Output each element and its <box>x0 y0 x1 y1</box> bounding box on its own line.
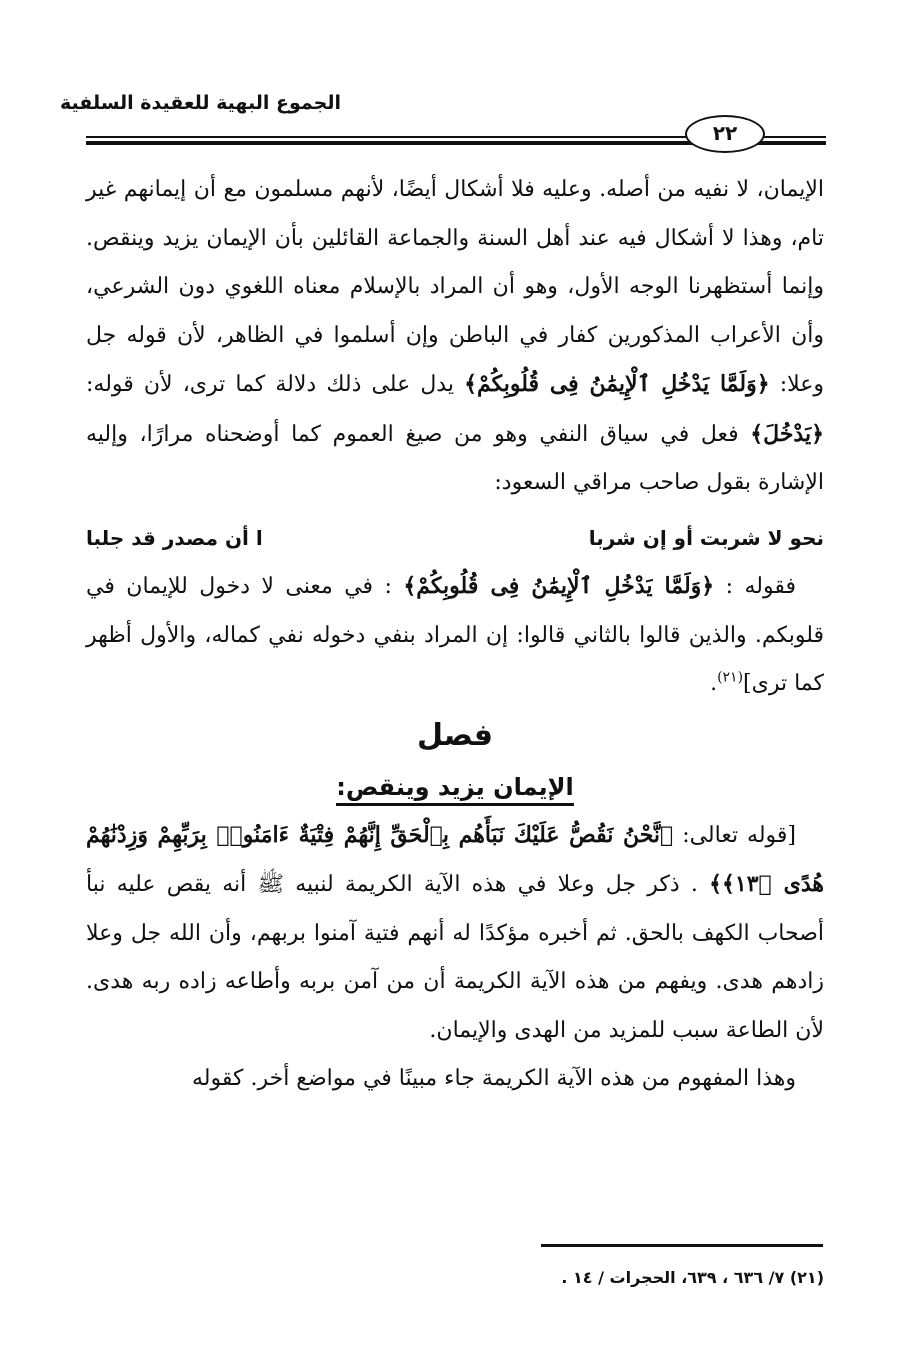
paragraph-2-tail: . <box>710 671 718 696</box>
quran-quote-word: ﴿يَدْخُلَ﴾ <box>750 420 824 447</box>
quran-quote: ﴿نَّحْنُ نَقُصُّ عَلَيْكَ نَبَأَهُم بِٱلْحَقِّ إِنَّهُمْ فِتْيَةٌ ءَامَنُوا۟ بِرَبِّهِمْ وَزِدْنَٰهُمْ هُدًى ﴿١٣﴾﴾ <box>86 821 824 897</box>
running-title: الجموع البهية للعقيدة السلفية <box>60 92 341 114</box>
footnote-separator <box>541 1244 823 1247</box>
quran-quote: ﴿وَلَمَّا يَدْخُلِ ٱلْإِيمَٰنُ فِى قُلُوبِكُمْ﴾ <box>403 573 715 599</box>
paragraph-1-end: فعل في سياق النفي وهو من صيغ العموم كما أوضحناه مرارًا، وإليه الإشارة بقول صاحب مراقي السعود: <box>86 421 824 495</box>
main-text <box>86 166 824 1104</box>
paragraph-3-end: . ذكر جل وعلا في هذه الآية الكريمة لنبيه ﷺ أنه يقص عليه نبأ أصحاب الكهف بالحق. ثم أخبره مؤكدًا له أنهم فتية آمنوا بربهم، وأن الله جل وعلا زادهم هدى. ويفهم من هذه الآية الكريمة أن من آمن بربه وأطاعه زاده ربه هدى. لأن الطاعة سبب للمزيد من الهدى والإيمان. <box>86 872 824 1043</box>
paragraph-2 <box>86 562 824 709</box>
quran-quote: ﴿وَلَمَّا يَدْخُلِ ٱلْإِيمَٰنُ فِى قُلُوبِكُمْ﴾ <box>464 371 770 397</box>
section-subtitle <box>86 763 824 811</box>
verse-right-hemistich: نحو لا شربت أو إن شربا <box>588 525 824 550</box>
paragraph-2-start: فقوله : <box>725 574 796 599</box>
paragraph-1-text: الإيمان، لا نفيه من أصله. وعليه فلا أشكال أيضًا، لأنهم مسلمون مع أن إيمانهم غير تام، وهذا لا أشكال فيه عند أهل السنة والجماعة القائلين بأن الإيمان يزيد وينقص. وإنما أستظهرنا الوجه الأول، وهو أن المراد بالإسلام معناه اللغوي دون الشرعي، وأن الأعراب المذكورين كفار في الباطن وإن أسلموا في الظاهر، لأن قوله جل وعلا: <box>86 177 824 397</box>
paragraph-1-mid: يدل على ذلك دلالة كما ترى، لأن قوله: <box>86 372 454 397</box>
paragraph-3 <box>86 811 824 1056</box>
section-title: فصل <box>417 717 493 753</box>
section-subtitle-text: الإيمان يزيد وينقص: <box>336 773 574 806</box>
page-number: ٢٢ <box>685 115 765 153</box>
footnote-marker: (٢١) <box>717 669 744 686</box>
paragraph-2-end: : في معنى لا دخول للإيمان في قلوبكم. والذين قالوا بالثاني قالوا: إن المراد بنفي دخوله نفي كماله، والأول أظهر كما ترى] <box>86 574 824 696</box>
paragraph-4: وهذا المفهوم من هذه الآية الكريمة جاء مبينًا في مواضع أخر. كقوله <box>192 1066 796 1091</box>
verse-left-hemistich: ا أن مصدر قد جلبا <box>86 525 263 550</box>
footnote: (٢١) ٧/ ٦٣٦ ، ٦٣٩، الحجرات / ١٤ . <box>561 1268 824 1287</box>
paragraph-3-start: [قوله تعالى: <box>682 822 796 848</box>
poetry-verse <box>86 514 824 563</box>
paragraph-1 <box>86 166 824 508</box>
